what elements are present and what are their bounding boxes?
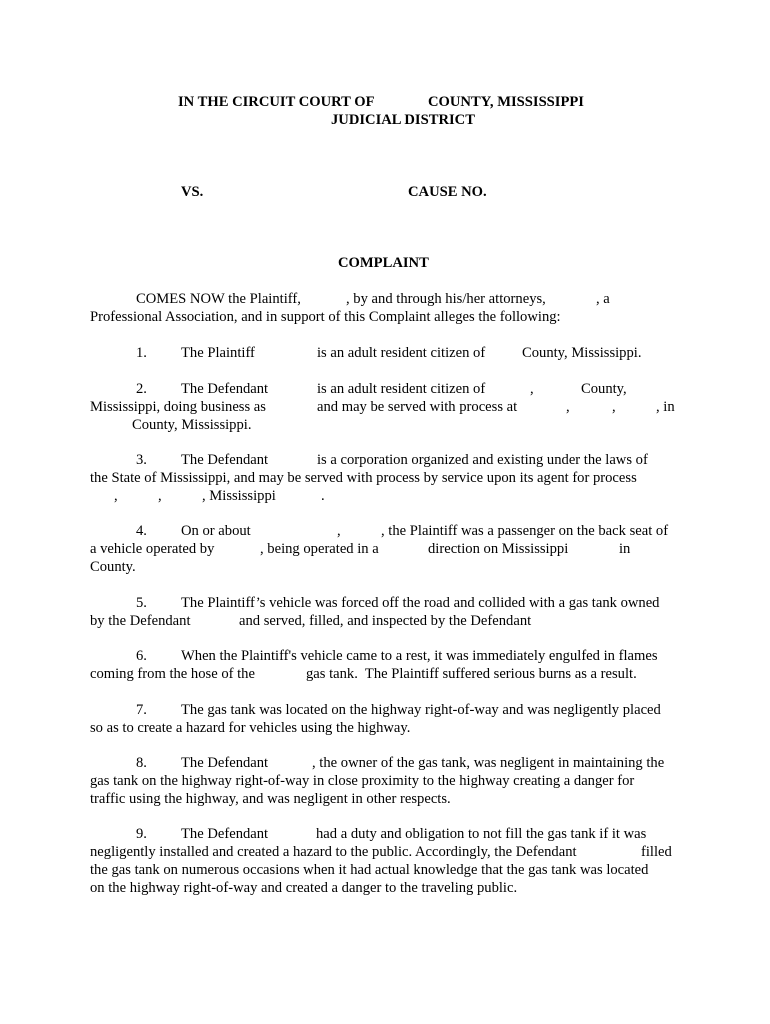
paragraph-number: 8. — [136, 755, 147, 771]
paragraph-text: a vehicle operated by — [90, 541, 215, 557]
court-heading-prefix: IN THE CIRCUIT COURT OF — [178, 94, 375, 110]
intro-text: Professional Association, and in support of this Complaint alleges the following: — [90, 309, 561, 325]
paragraph-text: gas tank on the highway right-of-way in close proximity to the highway creating a danger for — [90, 773, 635, 789]
paragraph-text: , — [612, 399, 616, 415]
paragraph-text: On or about — [181, 523, 251, 539]
court-heading-suffix: COUNTY, MISSISSIPPI — [428, 94, 584, 110]
paragraph-text: , the Plaintiff was a passenger on the back seat of — [381, 523, 669, 539]
paragraph-text: , — [566, 399, 570, 415]
paragraph-text: traffic using the highway, and was negligent in other respects. — [90, 791, 451, 807]
paragraph-text: is a corporation organized and existing under the laws of — [317, 452, 648, 468]
judicial-district: JUDICIAL DISTRICT — [331, 112, 475, 128]
paragraph-text: , — [158, 488, 162, 504]
paragraph-text: by the Defendant — [90, 613, 191, 629]
paragraph-text: , — [530, 381, 534, 397]
paragraph-text: in — [619, 541, 631, 557]
intro-text: COMES NOW the Plaintiff, — [136, 291, 301, 307]
paragraph-text: The Defendant — [181, 452, 269, 468]
paragraph-text: on the highway right-of-way and created a danger to the traveling public. — [90, 880, 518, 896]
paragraph-number: 1. — [136, 345, 147, 361]
intro-text: , a — [596, 291, 610, 307]
paragraph-text: , in — [656, 399, 675, 415]
paragraph-text: the gas tank on numerous occasions when it had actual knowledge that the gas tank was located — [90, 862, 649, 878]
paragraph-text: so as to create a hazard for vehicles using the highway. — [90, 720, 411, 736]
paragraph-text: , the owner of the gas tank, was negligent in maintaining the — [312, 755, 665, 771]
paragraph-text: and may be served with process at — [317, 399, 518, 415]
paragraph-number: 6. — [136, 648, 147, 664]
paragraph-text: . — [321, 488, 325, 504]
paragraph-text: gas tank. The Plaintiff suffered serious burns as a result. — [306, 666, 637, 682]
paragraph-text: The Defendant — [181, 755, 269, 771]
paragraph-text: direction on Mississippi — [428, 541, 569, 557]
paragraph-text: the State of Mississippi, and may be served with process by service upon its agent for process — [90, 470, 637, 486]
paragraph-text: County, — [581, 381, 627, 397]
paragraph-text: filled — [641, 844, 672, 860]
paragraph-number: 5. — [136, 595, 147, 611]
paragraph-text: County, Mississippi. — [522, 345, 642, 361]
paragraph-text: , Mississippi — [202, 488, 276, 504]
paragraph-number: 9. — [136, 826, 147, 842]
paragraph-text: and served, filled, and inspected by the Defendant — [239, 613, 532, 629]
paragraph-text: County. — [90, 559, 136, 575]
paragraph-text: The gas tank was located on the highway right-of-way and was negligently placed — [181, 702, 661, 718]
paragraph-text: Mississippi, doing business as — [90, 399, 266, 415]
paragraph-text: The Plaintiff — [181, 345, 255, 361]
paragraph-text: The Defendant — [181, 826, 269, 842]
document-title: COMPLAINT — [338, 255, 429, 271]
paragraph-text: , — [114, 488, 118, 504]
paragraph-text: negligently installed and created a hazard to the public. Accordingly, the Defendant — [90, 844, 577, 860]
paragraph-text: The Defendant — [181, 381, 269, 397]
paragraph-text: is an adult resident citizen of — [317, 381, 486, 397]
paragraph-number: 4. — [136, 523, 147, 539]
intro-text: , by and through his/her attorneys, — [346, 291, 546, 307]
versus-label: VS. — [181, 184, 204, 200]
paragraph-text: coming from the hose of the — [90, 666, 255, 682]
paragraph-text: , — [337, 523, 341, 539]
cause-number-label: CAUSE NO. — [408, 184, 487, 200]
paragraph-text: When the Plaintiff's vehicle came to a rest, it was immediately engulfed in flames — [181, 648, 658, 664]
paragraph-text: had a duty and obligation to not fill the gas tank if it was — [316, 826, 647, 842]
paragraph-number: 3. — [136, 452, 147, 468]
paragraph-number: 7. — [136, 702, 147, 718]
paragraph-text: is an adult resident citizen of — [317, 345, 486, 361]
paragraph-text: The Plaintiff’s vehicle was forced off the road and collided with a gas tank owned — [181, 595, 660, 611]
paragraph-text: County, Mississippi. — [132, 417, 252, 433]
paragraph-number: 2. — [136, 381, 147, 397]
paragraph-text: , being operated in a — [260, 541, 379, 557]
